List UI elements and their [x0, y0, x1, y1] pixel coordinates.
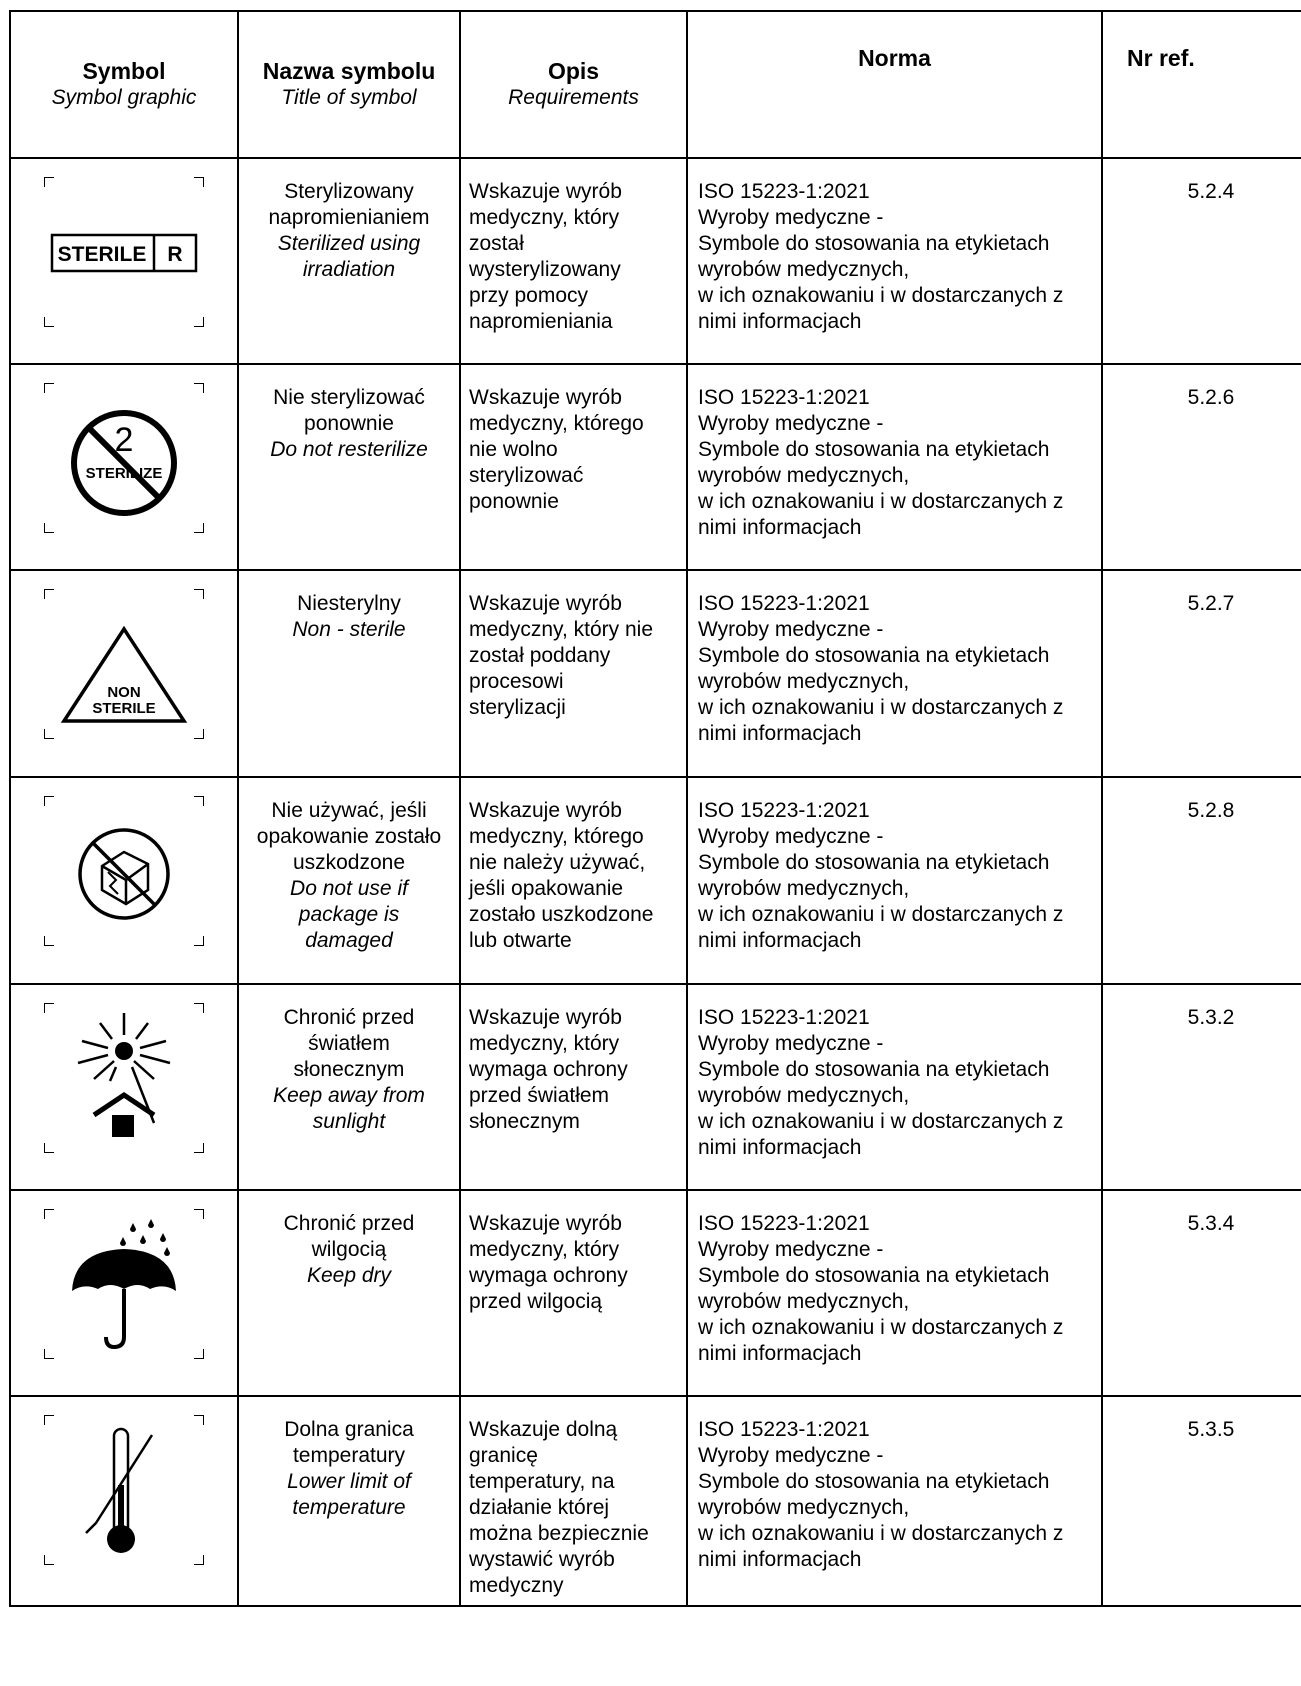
norm-line: w ich oznakowaniu i w dostarczanych z: [698, 1110, 1064, 1133]
norm-cell: [687, 1190, 1102, 1396]
description-line: granicę: [469, 1444, 538, 1467]
norm-line: w ich oznakowaniu i w dostarczanych z: [698, 490, 1064, 513]
norm-line: w ich oznakowaniu i w dostarczanych z: [698, 696, 1064, 719]
description-line: Wskazuje wyrób: [469, 592, 622, 615]
description-line: medyczny, którego: [469, 825, 644, 848]
header-desc: [460, 11, 687, 158]
symbol-frame: [44, 796, 204, 946]
description-line: wymaga ochrony: [469, 1058, 628, 1081]
ref-number: 5.2.7: [1187, 592, 1235, 615]
symbol-cell: [10, 1190, 238, 1396]
icon-text: 2: [114, 421, 134, 459]
symbol-name-pl: Chronić przed: [283, 1212, 415, 1235]
norm-cell: [687, 158, 1102, 364]
ref-cell: [1102, 1396, 1301, 1606]
description-line: nie wolno: [469, 438, 558, 461]
norm-line: ISO 15223-1:2021: [698, 386, 870, 409]
description-line: sterylizacji: [469, 696, 566, 719]
norm-line: ISO 15223-1:2021: [698, 1212, 870, 1235]
norm-line: Symbole do stosowania na etykietach: [698, 1264, 1050, 1287]
description-line: procesowi: [469, 670, 564, 693]
description-line: został poddany: [469, 644, 611, 667]
header-ref: [1102, 11, 1301, 158]
description-cell: [460, 777, 687, 984]
name-cell: [238, 1396, 460, 1606]
name-cell: [238, 570, 460, 777]
description-line: medyczny, którego: [469, 412, 644, 435]
description-line: Wskazuje wyrób: [469, 180, 622, 203]
symbol-name-pl: temperatury: [292, 1444, 406, 1467]
norm-line: Symbole do stosowania na etykietach: [698, 232, 1050, 255]
ref-cell: [1102, 158, 1301, 364]
norm-cell: [687, 777, 1102, 984]
description-line: można bezpiecznie: [469, 1522, 649, 1545]
description-cell: [460, 158, 687, 364]
description-line: napromieniania: [469, 310, 613, 333]
symbol-name-en: Do not use if: [290, 877, 408, 900]
norm-line: nimi informacjach: [698, 1548, 862, 1571]
norm-line: w ich oznakowaniu i w dostarczanych z: [698, 903, 1064, 926]
description-line: Wskazuje wyrób: [469, 799, 622, 822]
norm-line: wyrobów medycznych,: [698, 1290, 910, 1313]
description-line: jeśli opakowanie: [469, 877, 624, 900]
norm-cell: [687, 364, 1102, 570]
norm-line: nimi informacjach: [698, 310, 862, 333]
ref-cell: [1102, 570, 1301, 777]
description-line: Wskazuje wyrób: [469, 1006, 622, 1029]
table-row: [10, 1396, 1301, 1606]
symbol-name-en: package is: [298, 903, 400, 926]
norm-line: Wyroby medyczne -: [698, 1238, 884, 1261]
norm-cell: [687, 1396, 1102, 1606]
norm-line: nimi informacjach: [698, 1136, 862, 1159]
table-row: [10, 570, 1301, 777]
table-row: [10, 158, 1301, 364]
icon-text: STERILE: [57, 243, 147, 266]
symbol-cell: [10, 984, 238, 1190]
norm-cell: [687, 984, 1102, 1190]
icon-text: R: [167, 243, 183, 266]
symbol-name-en: Lower limit of: [287, 1470, 411, 1493]
norm-line: ISO 15223-1:2021: [698, 799, 870, 822]
norm-line: Symbole do stosowania na etykietach: [698, 644, 1050, 667]
damaged-package-icon: [44, 796, 204, 946]
norm-line: wyrobów medycznych,: [698, 258, 910, 281]
sterile-r-icon: [44, 177, 204, 327]
norm-line: ISO 15223-1:2021: [698, 1006, 870, 1029]
header-symbol-label-en: Symbol graphic: [51, 86, 197, 109]
header-norm-label: Norma: [858, 45, 931, 71]
table-row: [10, 777, 1301, 984]
symbol-name-pl: napromienianiem: [268, 206, 430, 229]
name-cell: [238, 364, 460, 570]
header-row: [10, 11, 1301, 158]
symbol-frame: [44, 1003, 204, 1153]
symbol-cell: [10, 777, 238, 984]
description-line: temperatury, na: [469, 1470, 615, 1493]
header-desc-label: Opis: [547, 58, 600, 84]
description-line: wystawić wyrób: [469, 1548, 615, 1571]
norm-line: w ich oznakowaniu i w dostarczanych z: [698, 1522, 1064, 1545]
description-line: zostało uszkodzone: [469, 903, 654, 926]
description-line: przy pomocy: [469, 284, 589, 307]
description-cell: [460, 570, 687, 777]
header-desc-label-en: Requirements: [508, 86, 639, 109]
symbol-name-en: Non - sterile: [292, 618, 406, 641]
symbol-name-pl: Sterylizowany: [284, 180, 414, 203]
ref-number: 5.3.5: [1187, 1418, 1235, 1441]
symbol-name-en: sunlight: [312, 1110, 386, 1133]
description-line: słonecznym: [469, 1110, 580, 1133]
ref-cell: [1102, 364, 1301, 570]
norm-line: ISO 15223-1:2021: [698, 180, 870, 203]
symbol-cell: [10, 570, 238, 777]
norm-line: nimi informacjach: [698, 722, 862, 745]
symbol-frame: [44, 383, 204, 533]
ref-cell: [1102, 1190, 1301, 1396]
header-name-label: Nazwa symbolu: [262, 58, 436, 84]
do-not-resterilize-icon: [44, 383, 204, 533]
keep-away-sunlight-icon: [44, 1003, 204, 1153]
description-line: medyczny, który: [469, 206, 620, 229]
description-line: lub otwarte: [469, 929, 572, 952]
symbol-cell: [10, 364, 238, 570]
norm-line: Wyroby medyczne -: [698, 825, 884, 848]
norm-cell: [687, 570, 1102, 777]
symbol-name-pl: Chronić przed: [283, 1006, 415, 1029]
norm-line: wyrobów medycznych,: [698, 670, 910, 693]
symbol-name-en: irradiation: [302, 258, 396, 281]
ref-number: 5.3.2: [1187, 1006, 1235, 1029]
description-line: wymaga ochrony: [469, 1264, 628, 1287]
symbol-frame: [44, 1209, 204, 1359]
description-line: został: [469, 232, 524, 255]
norm-line: Symbole do stosowania na etykietach: [698, 438, 1050, 461]
symbol-frame: [44, 1415, 204, 1565]
symbol-name-pl: światłem: [308, 1032, 390, 1055]
symbol-table: [9, 10, 1301, 1607]
symbol-frame: [44, 177, 204, 327]
name-cell: [238, 158, 460, 364]
symbol-name-pl: Dolna granica: [284, 1418, 414, 1441]
symbol-name-pl: opakowanie zostało: [256, 825, 442, 848]
symbol-frame: [44, 589, 204, 739]
lower-temperature-limit-icon: [44, 1415, 204, 1565]
name-cell: [238, 1190, 460, 1396]
symbol-name-en: temperature: [292, 1496, 406, 1519]
norm-line: Wyroby medyczne -: [698, 412, 884, 435]
norm-line: wyrobów medycznych,: [698, 877, 910, 900]
description-cell: [460, 1396, 687, 1606]
description-line: ponownie: [469, 490, 559, 513]
header-ref-label: Nr ref.: [1127, 45, 1195, 71]
norm-line: w ich oznakowaniu i w dostarczanych z: [698, 284, 1064, 307]
norm-line: Wyroby medyczne -: [698, 1032, 884, 1055]
norm-line: Wyroby medyczne -: [698, 1444, 884, 1467]
description-cell: [460, 1190, 687, 1396]
icon-text: NON: [107, 684, 141, 701]
symbol-name-pl: ponownie: [304, 412, 394, 435]
description-line: wysterylizowany: [469, 258, 621, 281]
description-line: sterylizować: [469, 464, 584, 487]
symbol-name-pl: wilgocią: [311, 1238, 387, 1261]
symbol-name-en: Sterilized using: [277, 232, 421, 255]
header-symbol-label: Symbol: [82, 58, 166, 84]
ref-number: 5.3.4: [1187, 1212, 1235, 1235]
ref-number: 5.2.4: [1187, 180, 1235, 203]
symbol-name-en: Keep dry: [306, 1264, 392, 1287]
ref-cell: [1102, 777, 1301, 984]
norm-line: ISO 15223-1:2021: [698, 1418, 870, 1441]
non-sterile-icon: [44, 589, 204, 739]
description-line: Wskazuje wyrób: [469, 386, 622, 409]
symbol-cell: [10, 158, 238, 364]
ref-cell: [1102, 984, 1301, 1190]
ref-number: 5.2.8: [1187, 799, 1235, 822]
description-line: nie należy używać,: [469, 851, 646, 874]
norm-line: wyrobów medycznych,: [698, 1496, 910, 1519]
symbol-name-en: Keep away from: [273, 1084, 425, 1107]
symbol-name-en: damaged: [305, 929, 393, 952]
symbol-name-pl: Niesterylny: [297, 592, 401, 615]
description-line: Wskazuje wyrób: [469, 1212, 622, 1235]
keep-dry-icon: [44, 1209, 204, 1359]
symbol-name-pl: Nie używać, jeśli: [271, 799, 427, 822]
icon-text: STERILE: [92, 700, 156, 717]
description-cell: [460, 364, 687, 570]
norm-line: wyrobów medycznych,: [698, 1084, 910, 1107]
icon-text: STERILIZE: [85, 465, 163, 482]
description-line: przed wilgocią: [469, 1290, 603, 1313]
table-row: [10, 984, 1301, 1190]
table-row: [10, 364, 1301, 570]
name-cell: [238, 777, 460, 984]
norm-line: Symbole do stosowania na etykietach: [698, 1470, 1050, 1493]
norm-line: Wyroby medyczne -: [698, 206, 884, 229]
description-line: medyczny, który nie: [469, 618, 654, 641]
table-row: [10, 1190, 1301, 1396]
norm-line: ISO 15223-1:2021: [698, 592, 870, 615]
norm-line: nimi informacjach: [698, 516, 862, 539]
symbol-name-pl: Nie sterylizować: [273, 386, 425, 409]
norm-line: w ich oznakowaniu i w dostarczanych z: [698, 1316, 1064, 1339]
norm-line: nimi informacjach: [698, 1342, 862, 1365]
description-line: medyczny, który: [469, 1032, 620, 1055]
symbol-name-pl: uszkodzone: [292, 851, 406, 874]
name-cell: [238, 984, 460, 1190]
norm-line: Wyroby medyczne -: [698, 618, 884, 641]
description-line: Wskazuje dolną: [469, 1418, 618, 1441]
ref-number: 5.2.6: [1187, 386, 1235, 409]
symbol-name-en: Do not resterilize: [270, 438, 428, 461]
header-name: [238, 11, 460, 158]
norm-line: Symbole do stosowania na etykietach: [698, 851, 1050, 874]
header-name-label-en: Title of symbol: [281, 86, 417, 109]
description-line: działanie której: [469, 1496, 610, 1519]
symbol-name-pl: słonecznym: [293, 1058, 405, 1081]
description-line: medyczny: [469, 1574, 564, 1597]
description-line: przed światłem: [469, 1084, 610, 1107]
symbol-cell: [10, 1396, 238, 1606]
norm-line: wyrobów medycznych,: [698, 464, 910, 487]
description-cell: [460, 984, 687, 1190]
description-line: medyczny, który: [469, 1238, 620, 1261]
header-symbol: [10, 11, 238, 158]
norm-line: nimi informacjach: [698, 929, 862, 952]
norm-line: Symbole do stosowania na etykietach: [698, 1058, 1050, 1081]
header-norm: [687, 11, 1102, 158]
